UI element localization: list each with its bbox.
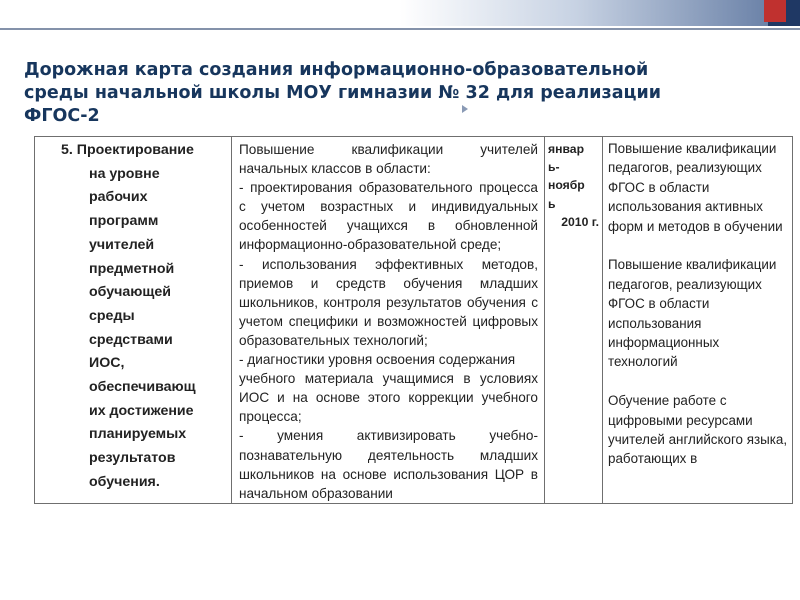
stage-line: среды [89, 307, 135, 324]
banner-gradient-bar [0, 0, 768, 26]
title-line-3: ФГОС-2 [24, 106, 100, 126]
content-paragraph: Повышение квалификации учителей начальных классов в области: [239, 142, 538, 177]
result-item: Обучение работе с цифровыми ресурсами учителей английского языка, работающих в [608, 393, 788, 467]
stage-line: на уровне [89, 165, 160, 182]
stage-line: обучения. [89, 473, 160, 490]
title-line-1: Дорожная карта создания информационно-образовательной [24, 60, 649, 80]
content-paragraph: - проектирования образовательного процесса с учетом возрастных и индивидуальных особенностей учащихся в обновленной информационно-образовательной среде; [239, 180, 538, 253]
banner-red-square [764, 0, 786, 22]
stage-cell [35, 137, 232, 504]
term-part: ь- [548, 160, 560, 175]
term-year: 2010 г. [561, 214, 599, 229]
term-part: ь [548, 196, 556, 211]
stage-line: обеспечивающ [89, 379, 196, 396]
table-row [35, 137, 793, 504]
stage-line: средствами [89, 331, 173, 348]
term-cell [545, 137, 603, 504]
content-paragraph: - использования эффективных методов, приемов и средств обучения младших школьников, контроля результатов обучения с учетом специфики и возможностей цифровых образовательных технологий; [239, 256, 538, 348]
stage-line: результатов [89, 450, 176, 467]
stage-line: программ [89, 213, 159, 230]
content-cell [232, 137, 545, 504]
slide-title [24, 59, 774, 128]
banner-underline [0, 28, 800, 30]
term-part: ноябр [548, 178, 585, 193]
stage-line: предметной [89, 260, 175, 277]
term-part: январ [548, 142, 585, 156]
stage-number: 5. Проектирование [61, 142, 194, 158]
slide-marker-triangle [462, 105, 468, 113]
result-cell [603, 137, 793, 504]
result-item: Повышение квалификации педагогов, реализующих ФГОС в области использования активных форм и методов в обучении [608, 141, 783, 234]
content-paragraph: - диагностики уровня освоения содержания [239, 352, 516, 368]
title-line-2: среды начальной школы МОУ гимназии № 32 для реализации [24, 83, 662, 103]
content-paragraph: учебного материала учащимися в условиях ИОС и на основе этого коррекции учебного процесса; [239, 371, 538, 425]
stage-line: их достижение [89, 402, 194, 419]
stage-line: рабочих [89, 189, 148, 206]
stage-line: учителей [89, 236, 155, 253]
stage-line: планируемых [89, 426, 187, 443]
result-item: Повышение квалификации педагогов, реализующих ФГОС в области использования информационных технологий [608, 257, 777, 370]
stage-line: обучающей [89, 284, 171, 301]
roadmap-table [34, 136, 793, 504]
header-banner [0, 0, 800, 34]
stage-line: ИОС, [89, 355, 125, 372]
content-paragraph: - умения активизировать учебно-познавательную деятельность младших школьников на основе использования ЦОР в начальном образовании [239, 428, 538, 501]
